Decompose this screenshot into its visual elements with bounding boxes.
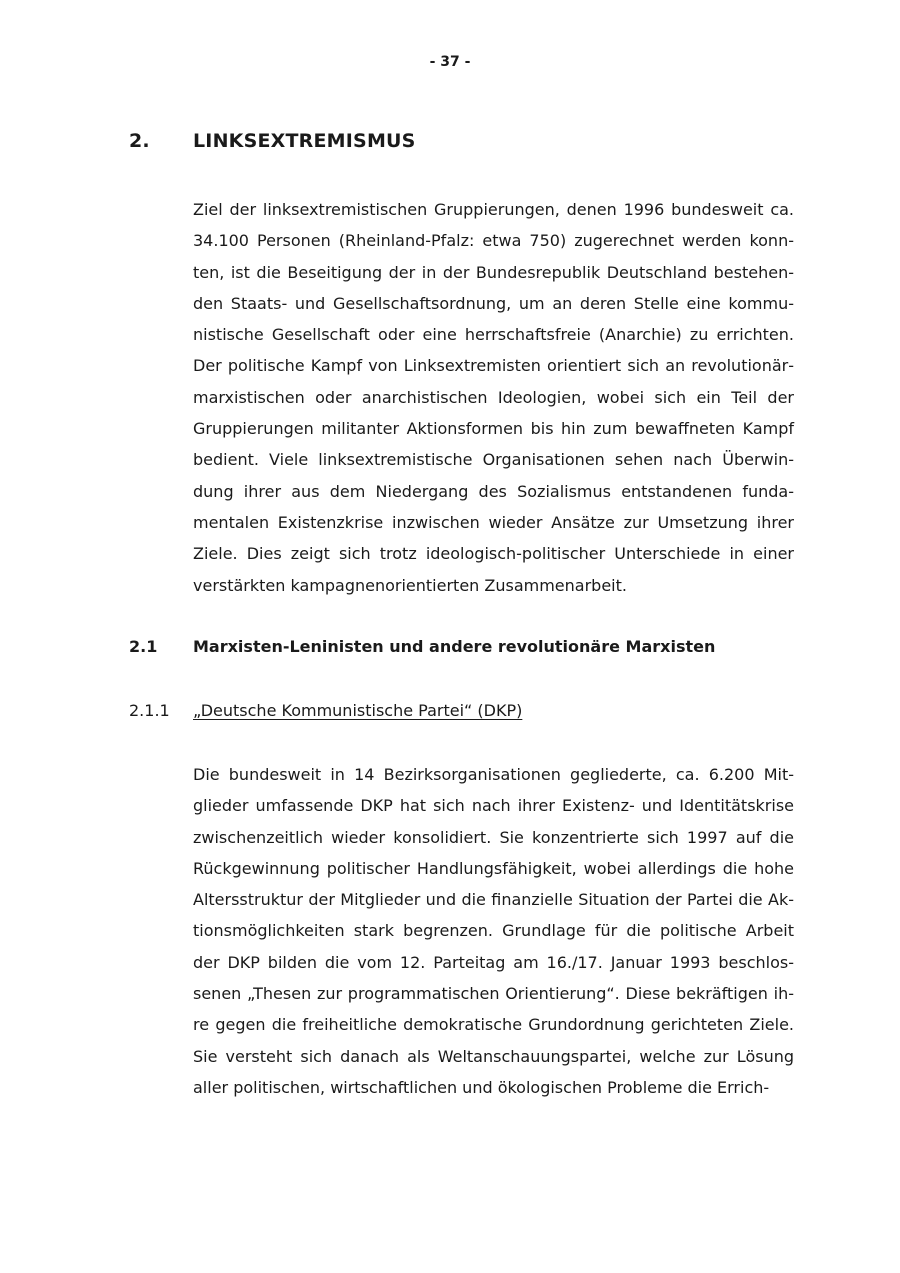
subsubsection-number: 2.1.1 [129,701,170,720]
section-title: LINKSEXTREMISMUS [193,130,416,152]
section-number: 2. [129,130,150,152]
intro-paragraph: Ziel der linksextremistischen Gruppierungen, denen 1996 bundesweit ca. 34.100 Personen (Rheinland-Pfalz: etwa 750) zugerechnet werden konnten, ist die Beseitigung der in der Bundesrepublik Deutschland bestehenden Staats- und Gesellschaftsordnung, um an deren Stelle eine kommunistische Gesellschaft oder eine herrschaftsfreie (Anarchie) zu errichten. Der politische Kampf von Linksextremisten orientiert sich an revolutionärmarxistischen oder anarchistischen Ideologien, wobei sich ein Teil der Gruppierungen militanter Aktionsformen bis hin zum bewaffneten Kampf bedient. Viele linksextremistische Organisationen sehen nach Überwindung ihrer aus dem Niedergang des Sozialismus entstandenen fundamentalen Existenzkrise inzwischen wieder Ansätze zur Umsetzung ihrer Ziele. Dies zeigt sich trotz ideologisch-politischer Unterschiede in einer verstärkten kampagnenorientierten Zusammenarbeit. [193,200,794,595]
subsection-number: 2.1 [129,637,158,656]
section-heading [129,130,809,152]
subsubsection-title: „Deutsche Kommunistische Partei“ (DKP) [193,701,523,720]
subsubsection-heading [129,701,809,720]
subsection-heading [129,637,809,656]
dkp-paragraph: Die bundesweit in 14 Bezirksorganisationen gegliederte, ca. 6.200 Mitglieder umfassende DKP hat sich nach ihrer Existenz- und Identitätskrise zwischenzeitlich wieder konsolidiert. Sie konzentrierte sich 1997 auf die Rückgewinnung politischer Handlungsfähigkeit, wobei allerdings die hohe Altersstruktur der Mitglieder und die finanzielle Situation der Partei die Aktionsmöglichkeiten stark begrenzen. Grundlage für die politische Arbeit der DKP bilden die vom 12. Parteitag am 16./17. Januar 1993 beschlossenen „Thesen zur programmatischen Orientierung“. Diese bekräftigen ihre gegen die freiheitliche demokratische Grundordnung gerichteten Ziele. Sie versteht sich danach als Weltanschauungspartei, welche zur Lösung aller politischen, wirtschaftlichen und ökologischen Probleme die Errich- [193,765,794,1097]
page-number: - 37 - [429,54,471,70]
subsection-title: Marxisten-Leninisten und andere revolutionäre Marxisten [193,637,716,656]
